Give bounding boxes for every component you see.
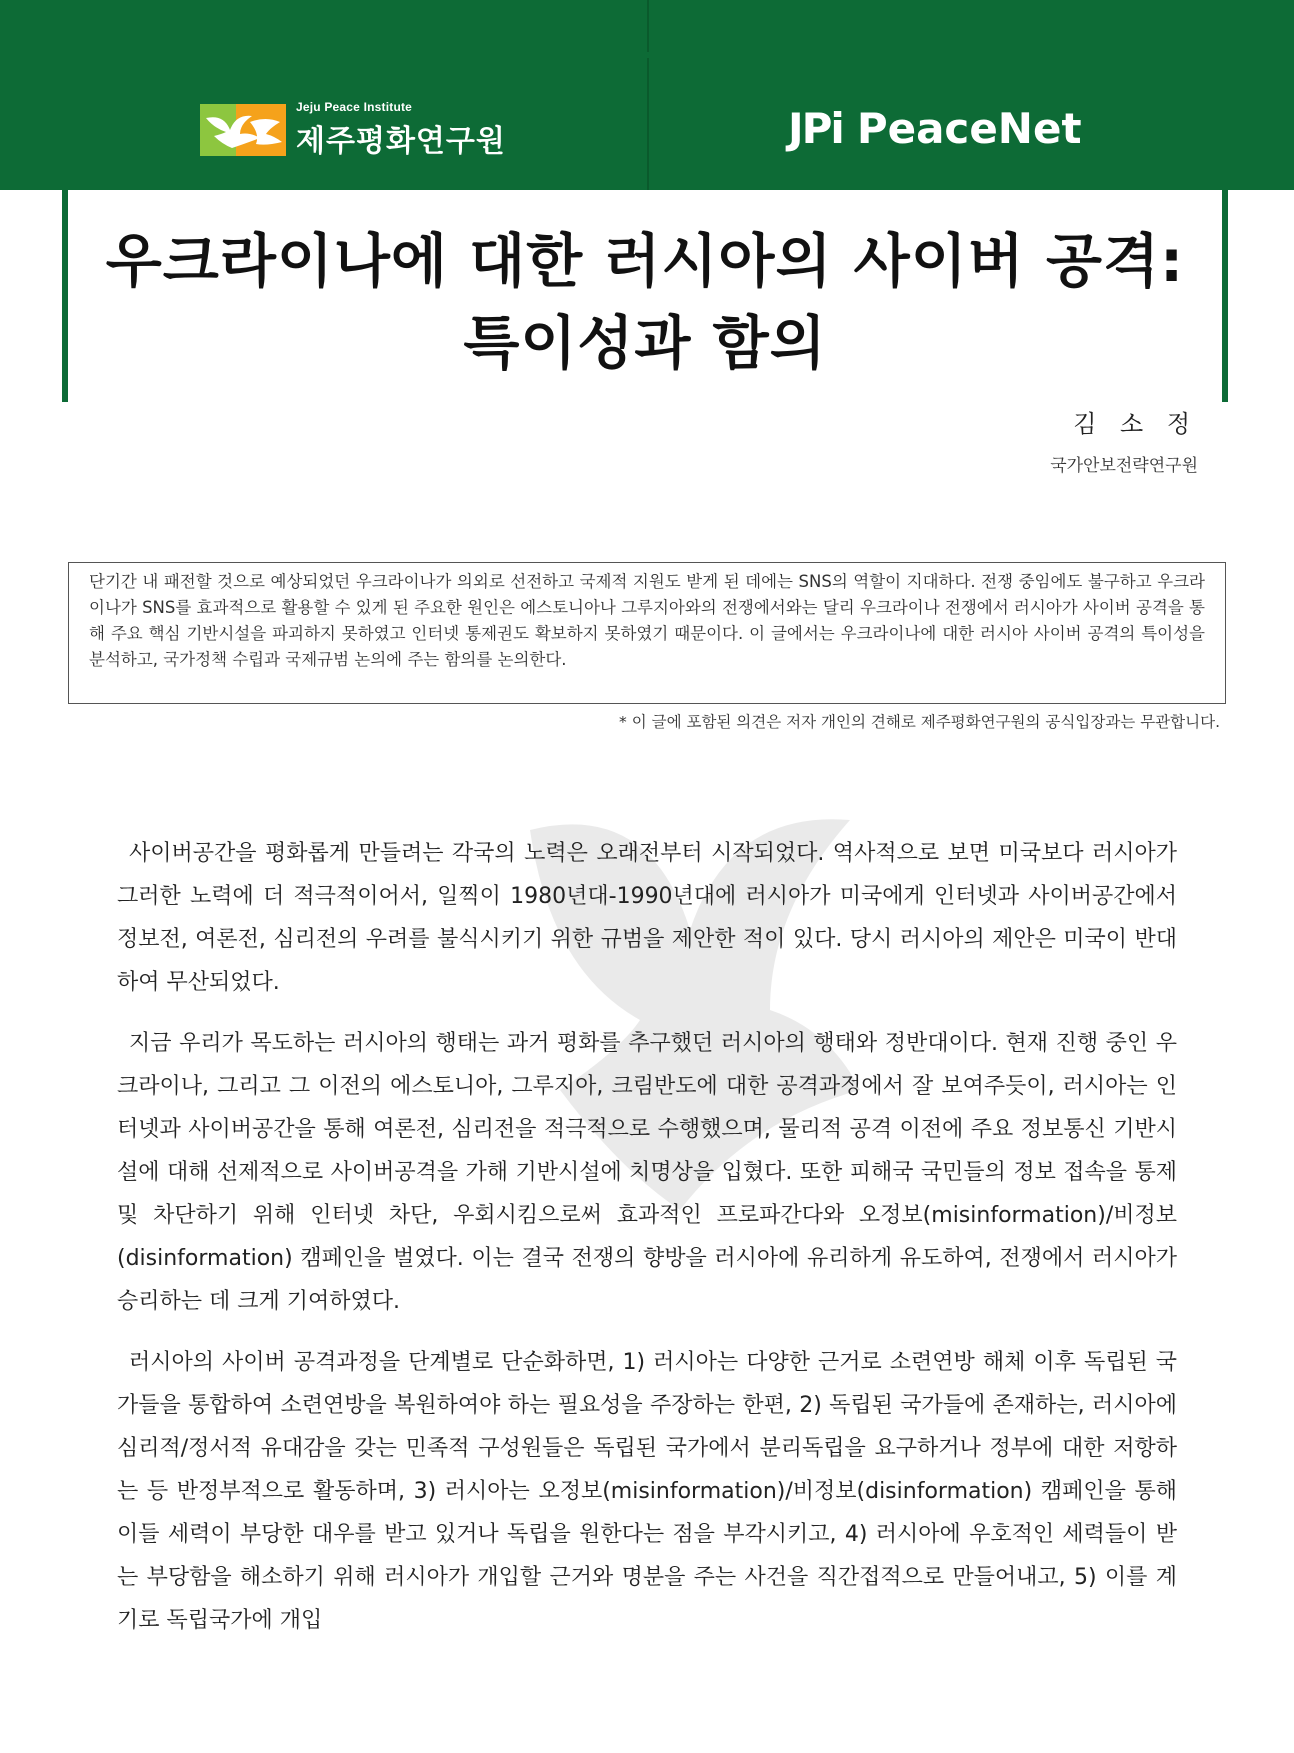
- article-body: [117, 832, 1177, 1660]
- jpi-mark: JPi: [788, 104, 843, 153]
- peacenet-logo[interactable]: [788, 104, 1082, 153]
- author-block: [1050, 404, 1198, 476]
- page-title: [68, 220, 1222, 384]
- dove-logo-icon: [200, 104, 286, 156]
- author-organization: 국가안보전략연구원: [1050, 456, 1198, 476]
- disclaimer-note: * 이 글에 포함된 의견은 저자 개인의 견해로 제주평화연구원의 공식입장과는 무관합니다.: [619, 713, 1220, 731]
- title-line-2: 특이성과 함의: [463, 309, 827, 377]
- jeju-peace-institute-logo[interactable]: [200, 102, 506, 158]
- paragraph-2: 지금 우리가 목도하는 러시아의 행태는 과거 평화를 추구했던 러시아의 행태와 정반대이다. 현재 진행 중인 우크라이나, 그리고 그 이전의 에스토니아, 그루지아, 크림반도에 대한 공격과정에서 잘 보여주듯이, 러시아는 인터넷과 사이버공간을 통해 여론전, 심리전을 적극적으로 수행했으며, 물리적 공격 이전에 주요 정보통신 기반시설에 대해 선제적으로 사이버공격을 가해 기반시설에 치명상을 입혔다. 또한 피해국 국민들의 정보 접속을 통제 및 차단하기 위해 인터넷 차단, 우회시킴으로써 효과적인 프로파간다와 오정보(misinformation)/비정보(disinformation) 캠페인을 벌였다. 이는 결국 전쟁의 향방을 러시아에 유리하게 유도하여, 전쟁에서 러시아가 승리하는 데 크게 기여하였다.: [117, 1031, 1177, 1314]
- author-name: 김 소 정: [1073, 410, 1198, 438]
- logo-korean-name: 제주평화연구원: [296, 124, 506, 159]
- title-line-1: 우크라이나에 대한 러시아의 사이버 공격:: [105, 227, 1185, 295]
- logo-english-name: Jeju Peace Institute: [296, 100, 413, 114]
- paragraph-1: 사이버공간을 평화롭게 만들려는 각국의 노력은 오래전부터 시작되었다. 역사적으로 보면 미국보다 러시아가 그러한 노력에 더 적극적이어서, 일찍이 1980년대-1990년대에 러시아가 미국에게 인터넷과 사이버공간에서 정보전, 여론전, 심리전의 우려를 불식시키기 위한 규범을 제안한 적이 있다. 당시 러시아의 제안은 미국이 반대하여 무산되었다.: [117, 841, 1177, 995]
- paragraph-3: 러시아의 사이버 공격과정을 단계별로 단순화하면, 1) 러시아는 다양한 근거로 소련연방 해체 이후 독립된 국가들을 통합하여 소련연방을 복원하여야 하는 필요성을 주장하는 한편, 2) 독립된 국가들에 존재하는, 러시아에 심리적/정서적 유대감을 갖는 민족적 구성원들은 독립된 국가에서 분리독립을 요구하거나 정부에 대한 저항하는 등 반정부적으로 활동하며, 3) 러시아는 오정보(misinformation)/비정보(disinformation) 캠페인을 통해 이들 세력이 부당한 대우를 받고 있거나 독립을 원한다는 점을 부각시키고, 4) 러시아에 우호적인 세력들이 받는 부당함을 해소하기 위해 러시아가 개입할 근거와 명분을 주는 사건을 직간접적으로 만들어내고, 5) 이를 계기로 독립국가에 개입: [117, 1350, 1177, 1633]
- abstract-box: 단기간 내 패전할 것으로 예상되었던 우크라이나가 의외로 선전하고 국제적 지원도 받게 된 데에는 SNS의 역할이 지대하다. 전쟁 중임에도 불구하고 우크라이나가 SNS를 효과적으로 활용할 수 있게 된 주요한 원인은 에스토니아나 그루지아와의 전쟁에서와는 달리 우크라이나 전쟁에서 러시아가 사이버 공격을 통해 주요 핵심 기반시설을 파괴하지 못하였고 인터넷 통제권도 확보하지 못하였기 때문이다. 이 글에서는 우크라이나에 대한 러시아 사이버 공격의 특이성을 분석하고, 국가정책 수립과 국제규범 논의에 주는 함의를 논의한다.: [68, 562, 1226, 704]
- peacenet-name: PeaceNet: [856, 104, 1082, 153]
